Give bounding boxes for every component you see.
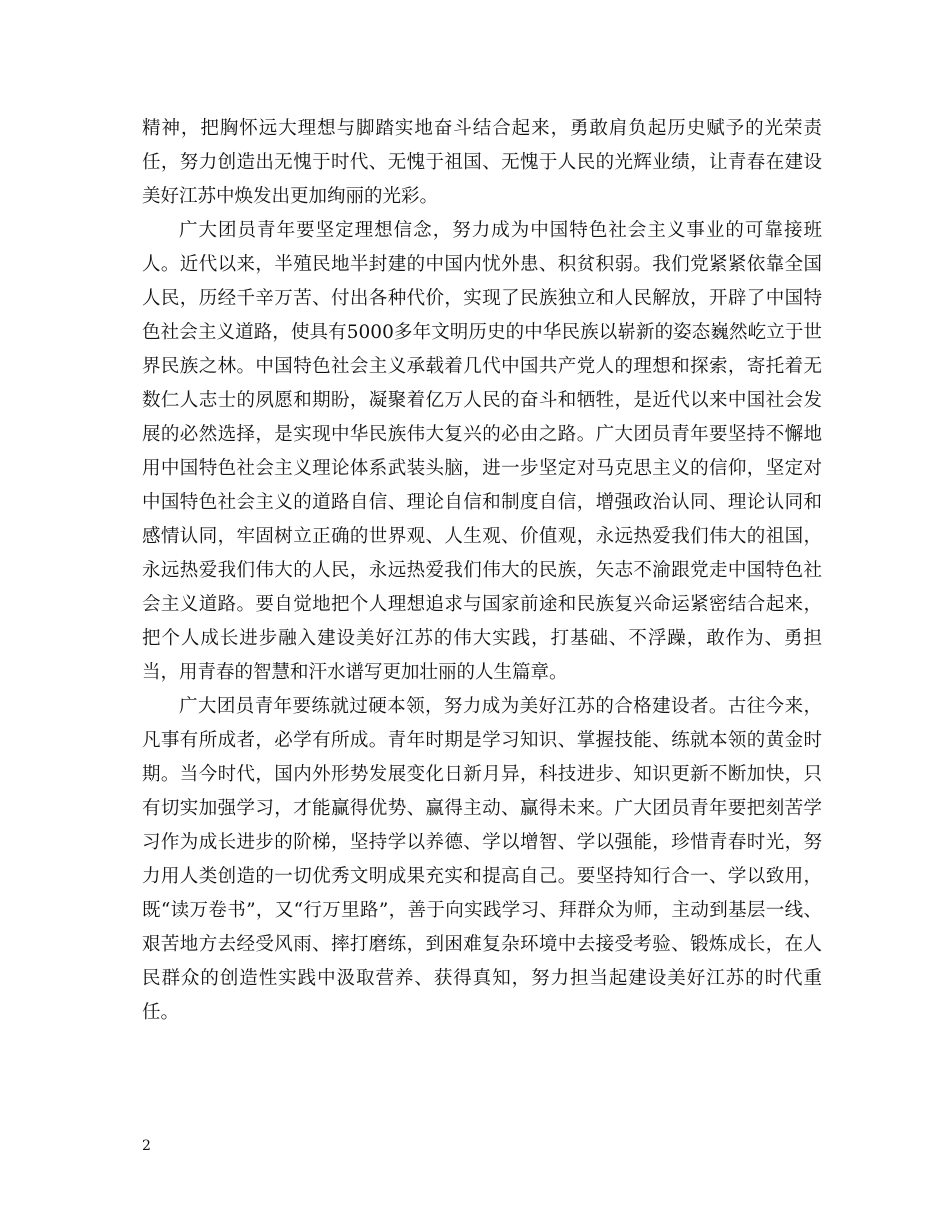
paragraph-skills: 广大团员青年要练就过硬本领，努力成为美好江苏的合格建设者。古往今来，凡事有所成者，必学有所成。青年时期是学习知识、掌握技能、练就本领的黄金时期。当今时代，国内外形势发展变化日新月异，科技进步、知识更新不断加快，只有切实加强学习，才能赢得优势、赢得主动、赢得未来。广大团员青年要把刻苦学习作为成长进步的阶梯，坚持学以养德、学以增智、学以强能，珍惜青春时光，努力用人类创造的一切优秀文明成果充实和提高自己。要坚持知行合一、学以致用，既“读万卷书”，又“行万里路”，善于向实践学习、拜群众为师，主动到基层一线、艰苦地方去经受风雨、摔打磨练，到困难复杂环境中去接受考验、锻炼成长，在人民群众的创造性实践中汲取营养、获得真知，努力担当起建设美好江苏的时代重任。 [142, 696, 822, 1023]
paragraph-continuation: 精神，把胸怀远大理想与脚踏实地奋斗结合起来，勇敢肩负起历史赋予的光荣责任，努力创造出无愧于时代、无愧于祖国、无愧于人民的光辉业绩，让青春在建设美好江苏中焕发出更加绚丽的光彩。 [142, 118, 822, 207]
paragraph-ideals: 广大团员青年要坚定理想信念，努力成为中国特色社会主义事业的可靠接班人。近代以来，半殖民地半封建的中国内忧外患、积贫积弱。我们党紧紧依靠全国人民，历经千辛万苦、付出各种代价，实现了民族独立和人民解放，开辟了中国特色社会主义道路，使具有5000多年文明历史的中华民族以崭新的姿态巍然屹立于世界民族之林。中国特色社会主义承载着几代中国共产党人的理想和探索，寄托着无数仁人志士的夙愿和期盼，凝聚着亿万人民的奋斗和牺牲，是近代以来中国社会发展的必然选择，是实现中华民族伟大复兴的必由之路。广大团员青年要坚持不懈地用中国特色社会主义理论体系武装头脑，进一步坚定对马克思主义的信仰，坚定对中国特色社会主义的道路自信、理论自信和制度自信，增强政治认同、理论认同和感情认同，牢固树立正确的世界观、人生观、价值观，永远热爱我们伟大的祖国，永远热爱我们伟大的人民，永远热爱我们伟大的民族，矢志不渝跟党走中国特色社会主义道路。要自觉地把个人理想追求与国家前途和民族复兴命运紧密结合起来，把个人成长进步融入建设美好江苏的伟大实践，打基础、不浮躁，敢作为、勇担当，用青春的智慧和汗水谱写更加壮丽的人生篇章。 [142, 220, 822, 683]
page-number: 2 [142, 1138, 151, 1154]
document-body [142, 112, 822, 1030]
